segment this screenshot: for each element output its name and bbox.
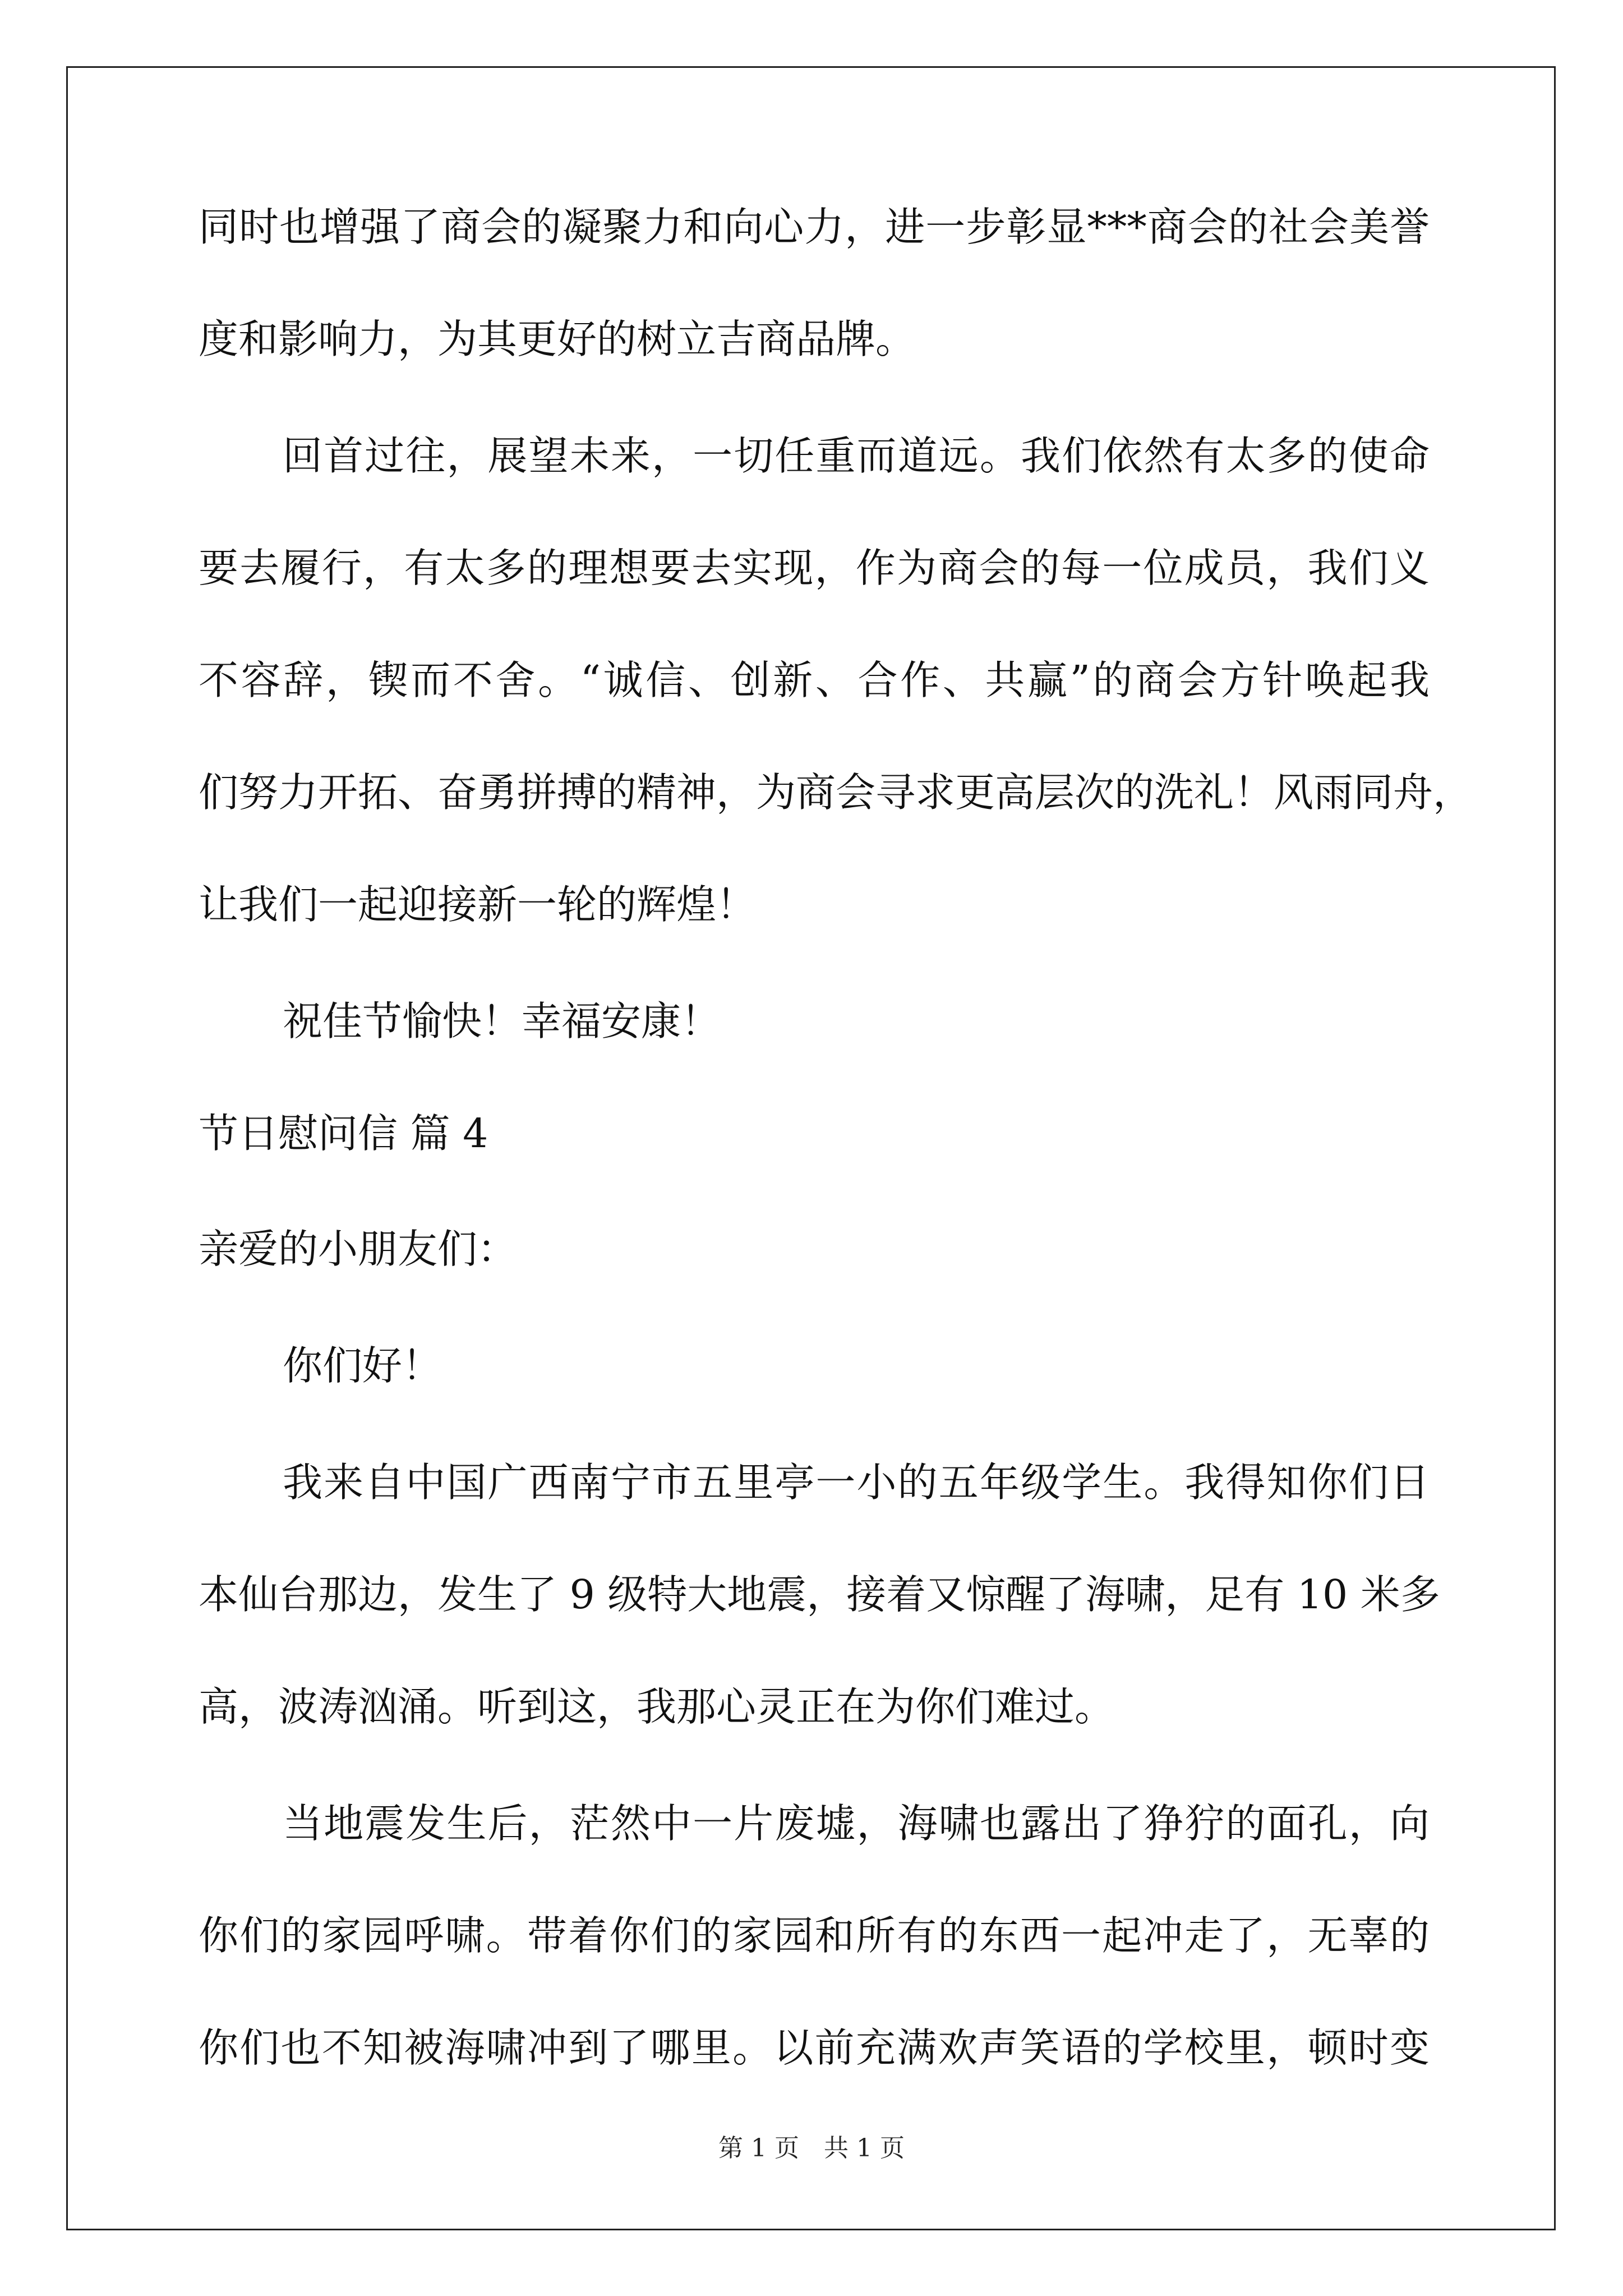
greeting: 你们好！ [283, 1342, 442, 1389]
body-line-3: 回首过往，展望未来，一切任重而道远。我们依然有太多的使命 [283, 432, 1430, 479]
body-line-2: 度和影响力，为其更好的树立吉商品牌。 [199, 316, 916, 362]
section-heading: 节日慰问信 篇 4 [199, 1110, 488, 1157]
page-footer: 第 1 页 共 1 页 [718, 2134, 905, 2162]
body-line-16: 你们的家园呼啸。带着你们的家园和所有的东西一起冲走了，无辜的 [199, 1912, 1430, 1959]
body-line-17: 你们也不知被海啸冲到了哪里。以前充满欢声笑语的学校里，顿时变 [199, 2024, 1430, 2071]
closing-wish: 祝佳节愉快！幸福安康！ [283, 998, 721, 1045]
body-line-5: 不容辞，锲而不舍。“诚信、创新、合作、共赢”的商会方针唤起我 [199, 657, 1430, 703]
body-line-7: 让我们一起迎接新一轮的辉煌！ [199, 881, 757, 928]
body-line-1: 同时也增强了商会的凝聚力和向心力，进一步彰显***商会的社会美誉 [199, 204, 1430, 250]
body-line-4: 要去履行，有太多的理想要去实现，作为商会的每一位成员，我们义 [199, 545, 1430, 591]
body-line-6: 们努力开拓、奋勇拼搏的精神，为商会寻求更高层次的洗礼！风雨同舟， [199, 769, 1473, 816]
body-line-13: 本仙台那边，发生了 9 级特大地震，接着又惊醒了海啸，足有 10 米多 [199, 1571, 1440, 1618]
body-line-15: 当地震发生后，茫然中一片废墟，海啸也露出了狰狞的面孔，向 [283, 1800, 1430, 1847]
body-line-12: 我来自中国广西南宁市五里亭一小的五年级学生。我得知你们日 [283, 1459, 1430, 1506]
salutation: 亲爱的小朋友们： [199, 1226, 518, 1272]
body-line-14: 高，波涛汹涌。听到这，我那心灵正在为你们难过。 [199, 1683, 1115, 1730]
